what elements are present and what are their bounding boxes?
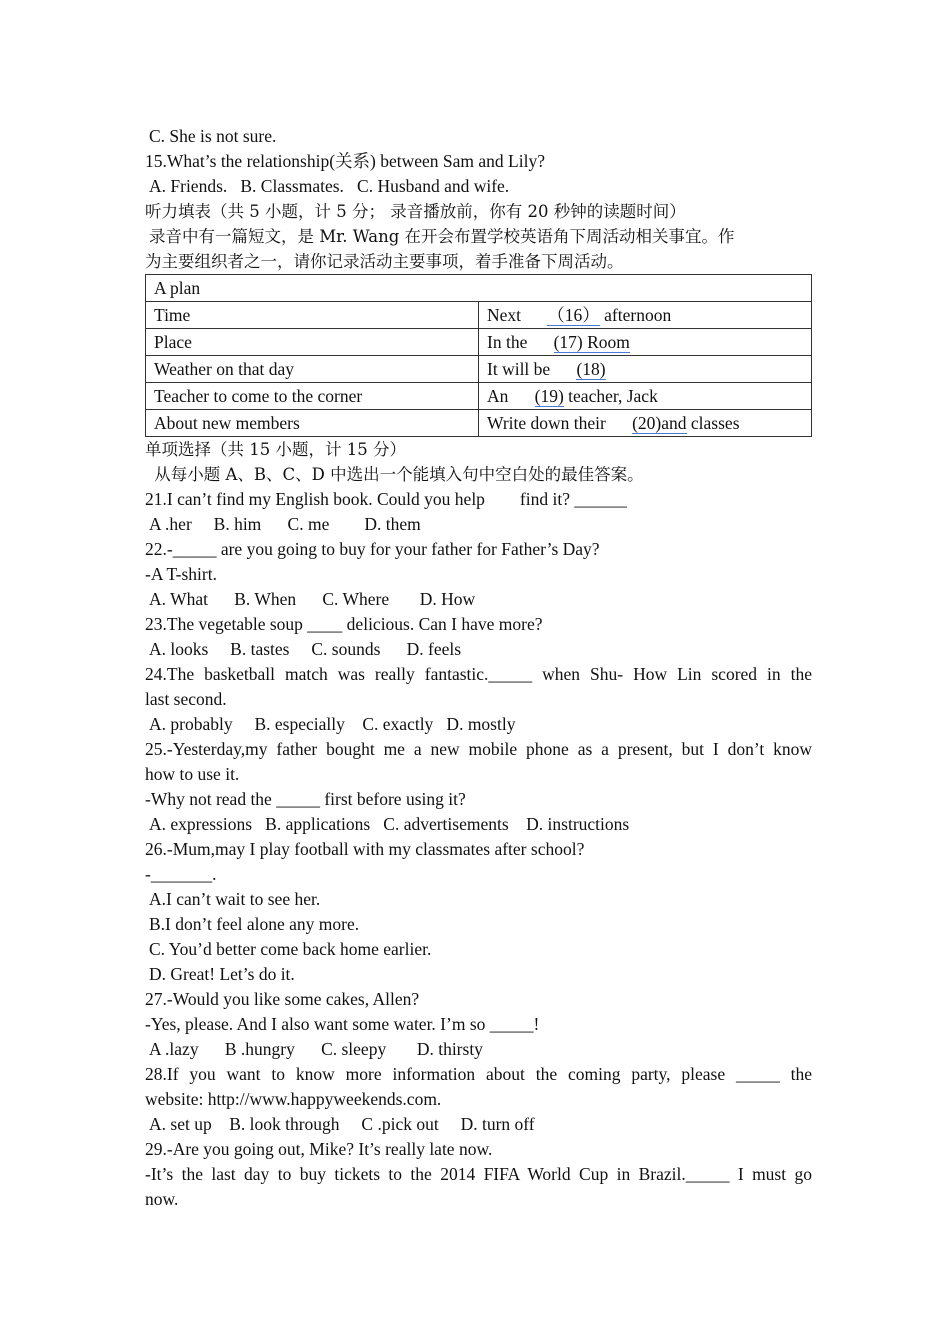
top-text-block [145, 124, 812, 274]
answer-blank: (20)and [632, 413, 687, 433]
text-line: A. Friends. B. Classmates. C. Husband and wife. [149, 176, 510, 196]
text-line: 15.What’s the relationship(关系) between Sam and Lily? [145, 151, 545, 171]
answer-prefix: In the [487, 332, 528, 352]
text-line: 26.-Mum,may I play football with my classmates after school? [145, 839, 585, 859]
answer-blank: (18) [576, 359, 606, 379]
bottom-text-block [145, 437, 812, 1212]
text-line: A.I can’t wait to see her. [149, 889, 321, 909]
text-line: 从每小题 A、B、C、D 中选出一个能填入句中空白处的最佳答案。 [149, 465, 644, 484]
answer-suffix: afternoon [599, 305, 672, 325]
text-line: D. Great! Let’s do it. [149, 964, 295, 984]
plan-row-label: About new members [146, 410, 479, 437]
text-line: 23.The vegetable soup ____ delicious. Can I have more? [145, 614, 543, 634]
plan-table-row [146, 410, 812, 437]
text-line: 录音中有一篇短文，是 Mr. Wang 在开会布置学校英语角下周活动相关事宜。作 [149, 227, 735, 246]
plan-row-answer [479, 302, 812, 329]
plan-row-answer [479, 383, 812, 410]
answer-blank: (17) Room [553, 332, 630, 352]
text-line: 25.-Yesterday,my father bought me a new mobile phone as a present, but I don’t know [145, 739, 812, 759]
text-line: 单项选择（共 15 小题，计 15 分） [145, 440, 406, 459]
text-line: A. What B. When C. Where D. How [149, 589, 476, 609]
text-line: -Yes, please. And I also want some water. I’m so _____! [145, 1014, 540, 1034]
answer-suffix: teacher, Jack [563, 386, 658, 406]
plan-table-row [146, 383, 812, 410]
plan-row-answer [479, 329, 812, 356]
text-line: A. probably B. especially C. exactly D. mostly [149, 714, 516, 734]
text-line: A .her B. him C. me D. them [149, 514, 421, 534]
text-line: 27.-Would you like some cakes, Allen? [145, 989, 420, 1009]
plan-table-title-row [146, 275, 812, 302]
text-line: 21.I can’t find my English book. Could you help find it? ______ [145, 489, 627, 509]
answer-prefix: Write down their [487, 413, 606, 433]
text-line: website: http://www.happyweekends.com. [145, 1089, 442, 1109]
text-line: 听力填表（共 5 小题，计 5 分； 录音播放前，你有 20 秒钟的读题时间） [145, 202, 686, 221]
plan-row-label: Place [146, 329, 479, 356]
exam-page [145, 124, 812, 1212]
text-line: A. looks B. tastes C. sounds D. feels [149, 639, 462, 659]
plan-table [145, 274, 812, 437]
answer-prefix: Next [487, 305, 522, 325]
answer-suffix: classes [686, 413, 740, 433]
answer-blank: （16） [547, 305, 600, 325]
text-line: C. You’d better come back home earlier. [149, 939, 432, 959]
plan-table-title: A plan [146, 275, 812, 302]
text-line: how to use it. [145, 764, 240, 784]
plan-row-label: Time [146, 302, 479, 329]
text-line: -_______. [145, 864, 217, 884]
plan-row-label: Teacher to come to the corner [146, 383, 479, 410]
plan-table-row [146, 302, 812, 329]
text-line: -It’s the last day to buy tickets to the 2014 FIFA World Cup in Brazil._____ I must go [145, 1164, 812, 1184]
text-line: 为主要组织者之一，请你记录活动主要事项，着手准备下周活动。 [145, 252, 624, 271]
text-line: B.I don’t feel alone any more. [149, 914, 360, 934]
answer-prefix: An [487, 386, 509, 406]
answer-prefix: It will be [487, 359, 551, 379]
text-line: now. [145, 1189, 179, 1209]
text-line: -Why not read the _____ first before using it? [145, 789, 466, 809]
text-line: 28.If you want to know more information about the coming party, please _____ the [145, 1064, 812, 1084]
text-line: 24.The basketball match was really fantastic._____ when Shu- How Lin scored in the [145, 664, 812, 684]
text-line: 29.-Are you going out, Mike? It’s really late now. [145, 1139, 493, 1159]
plan-table-row [146, 329, 812, 356]
plan-row-label: Weather on that day [146, 356, 479, 383]
text-line: 22.-_____ are you going to buy for your father for Father’s Day? [145, 539, 600, 559]
answer-blank: (19) [534, 386, 564, 406]
plan-row-answer [479, 410, 812, 437]
text-line: C. She is not sure. [149, 126, 277, 146]
plan-table-row [146, 356, 812, 383]
text-line: A. expressions B. applications C. advertisements D. instructions [149, 814, 630, 834]
text-line: -A T-shirt. [145, 564, 217, 584]
text-line: A. set up B. look through C .pick out D. turn off [149, 1114, 535, 1134]
text-line: last second. [145, 689, 227, 709]
text-line: A .lazy B .hungry C. sleepy D. thirsty [149, 1039, 483, 1059]
plan-row-answer [479, 356, 812, 383]
